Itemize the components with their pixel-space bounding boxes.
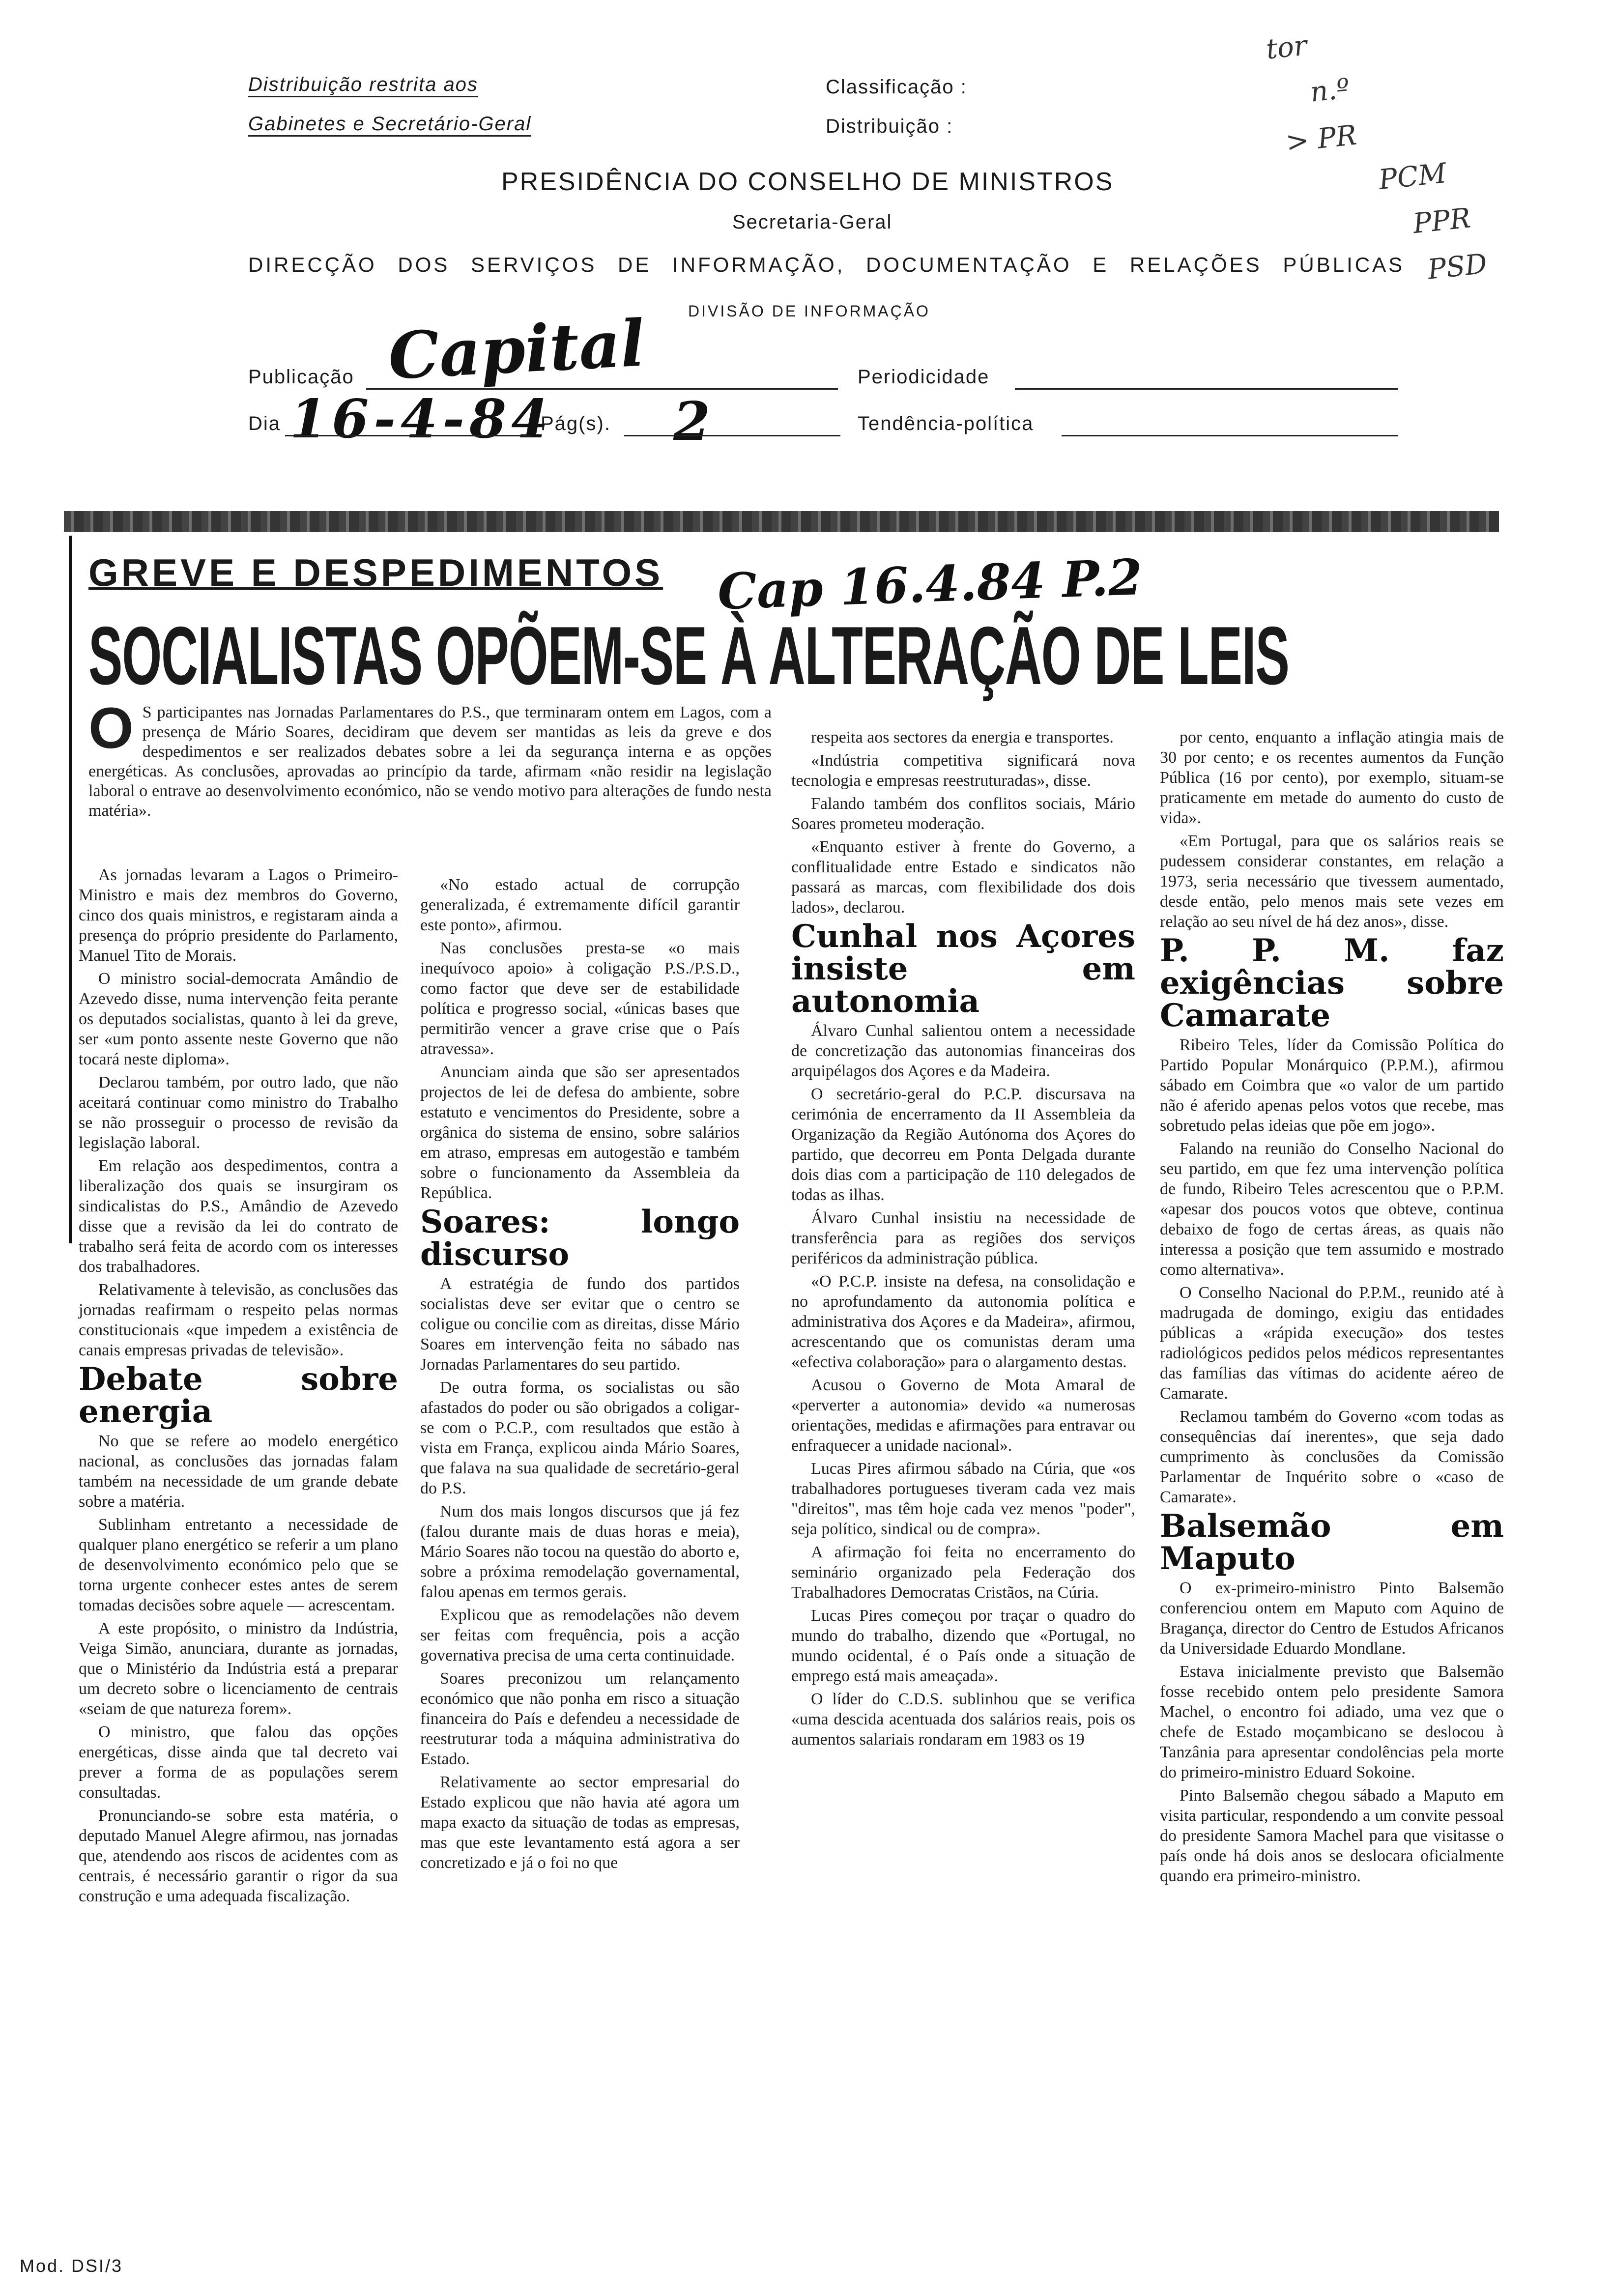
paragraph: Nas conclusões presta-se «o mais inequívoco apoio» à coligação P.S./P.S.D., como factor que deve ser de estabilidade política e progresso social, «únicas bases que permitirão vencer a grave crise que o País atravessa». <box>420 939 740 1058</box>
paragraph: Pinto Balsemão chegou sábado a Maputo em visita particular, respondendo a um convite pessoal do presidente Samora Machel para que visitasse o país onde há dois anos se deslocara oficialmente quando era primeiro-ministro. <box>1160 1786 1504 1885</box>
paragraph: «Enquanto estiver à frente do Governo, a conflitualidade entre Estado e sindicatos não passará as marcas, com flexibilidade dos dois lados», declarou. <box>791 838 1135 917</box>
paragraph: Álvaro Cunhal insistiu na necessidade de transferência para as regiões dos serviços periféricos da administração pública. <box>791 1209 1135 1267</box>
pags-label: Pág(s). <box>541 413 611 434</box>
paragraph: A este propósito, o ministro da Indústria, Veiga Simão, anunciara, durante as jornadas, que o Ministério da Indústria está a preparar um decreto sobre o licenciamento de centrais «seiam de que natureza forem». <box>79 1619 398 1718</box>
paragraph: «No estado actual de corrupção generalizada, é extremamente difícil garantir este ponto», afirmou. <box>420 876 740 934</box>
article-column-1 <box>79 865 398 1909</box>
paragraph: Soares preconizou um relançamento económico que não ponha em risco a situação financeira do País e defendeu a necessidade de reestruturar toda a máquina administrativa do Estado. <box>420 1669 740 1768</box>
paragraph: Declarou também, por outro lado, que não aceitará continuar como ministro do Trabalho se não prosseguir o processo de revisão da legislação laboral. <box>79 1073 398 1152</box>
lead-text: S participantes nas Jornadas Parlamentares do P.S., que terminaram ontem em Lagos, com a presença de Mário Soares, decidiram que devem ser mantidas as leis da greve e dos despedimentos e ser realizados debates sobre a lei da segurança interna e as opções energéticas. As conclusões, aprovadas ao princípio da tarde, afirmam «não residir na legislação laboral o entrave ao desenvolvimento económico, não se vendo motivo para alterações de fundo nesta matéria». <box>88 703 772 820</box>
corner-note: n.º <box>1308 72 1352 109</box>
paragraph: Reclamou também do Governo «com todas as consequências daí inerentes», que seja dado cumprimento às conclusões da Comissão Parlamentar de Inquérito sobre o «caso de Camarate». <box>1160 1407 1504 1506</box>
subheading-ppm: P. P. M. faz exigências sobre Camarate <box>1160 932 1504 1034</box>
org-title: PRESIDÊNCIA DO CONSELHO DE MINISTROS <box>501 168 1114 196</box>
paragraph: Falando também dos conflitos sociais, Mário Soares prometeu moderação. <box>791 795 1135 833</box>
pags-value: 2 <box>673 391 711 453</box>
periodicidade-line <box>1015 388 1398 390</box>
publicacao-value: Capital <box>386 305 647 394</box>
paragraph: «Indústria competitiva significará nova tecnologia e empresas reestruturadas», disse. <box>791 751 1135 790</box>
direccao: DIRECÇÃO DOS SERVIÇOS DE INFORMAÇÃO, DOCUMENTAÇÃO E RELAÇÕES PÚBLICAS <box>248 253 1405 276</box>
paragraph: O Conselho Nacional do P.P.M., reunido até à madrugada de domingo, exigiu das entidades públicas a «rápida execução» dos testes radiológicos pedidos pelos médicos representantes das famílias das vítimas do acidente aéreo de Camarate. <box>1160 1284 1504 1403</box>
paragraph: Lucas Pires começou por traçar o quadro do mundo do trabalho, dizendo que «Portugal, no mundo ocidental, é o País onde a situação de emprego está mais ameaçada». <box>791 1607 1135 1685</box>
paragraph: «O P.C.P. insiste na defesa, na consolidação e no aprofundamento da autonomia política e administrativa dos Açores e da Madeira», afirmou, acrescentando que os comunistas deram uma «efectiva colaboração» para o alargamento destas. <box>791 1272 1135 1371</box>
clipping-top-border <box>64 511 1499 532</box>
paragraph: No que se refere ao modelo energético nacional, as conclusões das jornadas falam também na necessidade de um grande debate sobre a matéria. <box>79 1432 398 1511</box>
paragraph: Ribeiro Teles, líder da Comissão Política do Partido Popular Monárquico (P.P.M.), afirmou sábado em Coimbra que «o valor de um partido não é aferido apenas pelos votos que recebe, mas sobretudo pelas ideias que põe em jogo». <box>1160 1036 1504 1135</box>
paragraph: Acusou o Governo de Mota Amaral de «perverter a autonomia» devido «a numerosas orientações, medidas e afirmações para entravar ou enfraquecer a unidade nacional». <box>791 1376 1135 1455</box>
subheading-energy: Debate sobre energia <box>79 1361 398 1430</box>
divisao: DIVISÃO DE INFORMAÇÃO <box>688 302 930 320</box>
corner-note: PSD <box>1426 248 1489 286</box>
corner-note: PPR <box>1411 202 1472 240</box>
publicacao-label: Publicação <box>248 366 354 388</box>
paragraph: Pronunciando-se sobre esta matéria, o deputado Manuel Alegre afirmou, nas jornadas que, atendendo aos riscos de acidentes com as centrais, é necessário garantir o rigor da sua construção e uma adequada fiscalização. <box>79 1807 398 1905</box>
dia-label: Dia <box>248 413 281 434</box>
paragraph: O ministro, que falou das opções energéticas, disse ainda que tal decreto vai prever a forma de as populações serem consultadas. <box>79 1723 398 1802</box>
paragraph: por cento, enquanto a inflação atingia mais de 30 por cento; e os recentes aumentos da Função Pública (16 por cento), por exemplo, situam-se praticamente em metade do aumento do custo de vida». <box>1160 728 1504 827</box>
form-code: Mod. DSI/3 <box>20 2256 123 2276</box>
article-kicker: GREVE E DESPEDIMENTOS <box>88 551 663 594</box>
handwritten-stamp: Cap 16.4.84 P.2 <box>717 547 1144 621</box>
secretaria: Secretaria-Geral <box>732 211 892 233</box>
paragraph: Relativamente ao sector empresarial do Estado explicou que não havia até agora um mapa exacto da situação de todas as empresas, mas que este levantamento está agora a ser concretizado e já o foi no que <box>420 1773 740 1872</box>
paragraph: O líder do C.D.S. sublinhou que se verifica «uma descida acentuada dos salários reais, pois os aumentos salariais rondaram em 1983 os 19 <box>791 1690 1135 1749</box>
classificacao-label: Classificação : <box>826 76 967 98</box>
distribution-restricted <box>248 74 478 97</box>
distribution-line2: Gabinetes e Secretário-Geral <box>248 113 532 135</box>
subheading-balsemao: Balsemão em Maputo <box>1160 1508 1504 1577</box>
paragraph: Explicou que as remodelações não devem ser feitas com frequência, pois a acção governativa precisa de uma certa continuidade. <box>420 1606 740 1665</box>
paragraph: Estava inicialmente previsto que Balsemão fosse recebido ontem pelo presidente Samora Machel, o encontro foi adiado, uma vez que o chefe de Estado moçambicano se deslocou à Tanzânia para apresentar condolências pela morte do primeiro-ministro Eduard Sokoine. <box>1160 1663 1504 1781</box>
subheading-soares: Soares: longo discurso <box>420 1204 740 1273</box>
article-column-4 <box>1160 727 1504 1889</box>
article-lead <box>88 696 772 821</box>
corner-note: tor <box>1265 29 1309 66</box>
corner-note: PCM <box>1377 157 1448 197</box>
paragraph: O ministro social-democrata Amândio de Azevedo disse, numa intervenção feita perante os deputados socialistas, quanto à lei da greve, ser «um ponto assente neste Governo que não tocará neste diploma». <box>79 970 398 1068</box>
dia-value: 16-4-84 <box>290 388 553 450</box>
subheading-cunhal: Cunhal nos Açores insiste em autonomia <box>791 918 1135 1020</box>
article-headline: SOCIALISTAS OPÕEM-SE À ALTERAÇÃO DE LEIS <box>88 609 1289 702</box>
article-column-3 <box>791 727 1135 1752</box>
paragraph: Álvaro Cunhal salientou ontem a necessidade de concretização das autonomias financeiras dos arquipélagos dos Açores e da Madeira. <box>791 1022 1135 1080</box>
paragraph: Lucas Pires afirmou sábado na Cúria, que «os trabalhadores portugueses tiveram cada vez mais "direitos", mas têm hoje cada vez menos "poder", seja político, sindical ou de compra». <box>791 1460 1135 1538</box>
distribution-line1: Distribuição restrita aos <box>248 74 478 95</box>
paragraph: Falando na reunião do Conselho Nacional do seu partido, em que fez uma intervenção política de fundo, Ribeiro Teles acrescentou que o P.P.M. «apesar dos poucos votos que obteve, continua debaixo de fogo de certas áreas, as quais não interessa a posição que tem assumido e mostrado como alternativa». <box>1160 1140 1504 1279</box>
paragraph: As jornadas levaram a Lagos o Primeiro-Ministro e mais dez membros do Governo, cinco dos quais ministros, e registaram ainda a presença do próprio presidente do Parlamento, Manuel Tito de Morais. <box>79 866 398 965</box>
lead-dropcap: O <box>88 696 134 761</box>
distribution-cabinets <box>248 113 531 137</box>
periodicidade-label: Periodicidade <box>858 366 990 388</box>
paragraph: respeita aos sectores da energia e transportes. <box>811 728 1114 746</box>
paragraph: A afirmação foi feita no encerramento do seminário organizado pela Federação dos Trabalhadores Democratas Cristãos, na Cúria. <box>791 1543 1135 1602</box>
paragraph: Num dos mais longos discursos que já fez (falou durante mais de duas horas e meia), Mário Soares não tocou na questão do aborto e, sobre a próxima remodelação governamental, falou apenas em termos gerais. <box>420 1502 740 1601</box>
paragraph: A estratégia de fundo dos partidos socialistas deve ser evitar que o centro se coligue ou concilie com as direitas, disse Mário Soares em intervenção feita no sábado nas Jornadas Parlamentares do seu partido. <box>420 1275 740 1374</box>
paragraph: Em relação aos despedimentos, contra a liberalização dos quais se insurgiram os sindicalistas do P.S., Amândio de Azevedo disse que a revisão da lei do contrato de trabalho será feita de acordo com os interesses dos trabalhadores. <box>79 1157 398 1276</box>
clipping-left-rule <box>69 536 72 1243</box>
paragraph: De outra forma, os socialistas ou são afastados do poder ou são obrigados a coligar-se com o P.C.P., com resultados que estão à vista em França, explicou ainda Mário Soares, que falava na sua qualidade de secretário-geral do P.S. <box>420 1378 740 1497</box>
dia-line <box>285 435 531 436</box>
paragraph: «Em Portugal, para que os salários reais se pudessem considerar constantes, em relação a 1973, seria necessário que tivessem aumentado, desde então, pelo menos mais sete vezes em relação ao seu nível de há dez anos», disse. <box>1160 832 1504 931</box>
tendencia-label: Tendência-política <box>858 413 1034 434</box>
paragraph: Anunciam ainda que são ser apresentados projectos de lei de defesa do ambiente, sobre estatuto e vencimentos do Presidente, sobre a orgânica do sistema de ensino, sobre salários em atraso, empresas em autogestão e também sobre o funcionamento da Assembleia da República. <box>420 1063 740 1202</box>
paragraph: O ex-primeiro-ministro Pinto Balsemão conferenciou ontem em Maputo com Aquino de Bragança, director do Centro de Estudos Africanos da Universidade Eduardo Mondlane. <box>1160 1579 1504 1658</box>
distribuicao-label: Distribuição : <box>826 115 953 137</box>
tendencia-line <box>1062 435 1398 436</box>
pags-line <box>624 435 840 436</box>
corner-note: > PR <box>1284 119 1358 159</box>
handwritten-corner-notes <box>1244 0 1612 310</box>
paragraph: Relativamente à televisão, as conclusões das jornadas reafirmam o respeito pelas normas constitucionais «que impedem a existência de canais empresas privadas de televisão». <box>79 1281 398 1359</box>
paragraph: Sublinham entretanto a necessidade de qualquer plano energético se referir a um plano de desenvolvimento económico pelo que se torna urgente conhecer estes antes de serem tomadas decisões sobre aquele — acrescentam. <box>79 1516 398 1614</box>
article-column-2 <box>420 875 740 1876</box>
paragraph: O secretário-geral do P.C.P. discursava na cerimónia de encerramento da II Assembleia da Organização da Região Autónoma dos Açores do partido, que decorreu em Ponta Delgada durante dois dias com a participação de 110 delegados de todas as ilhas. <box>791 1085 1135 1204</box>
